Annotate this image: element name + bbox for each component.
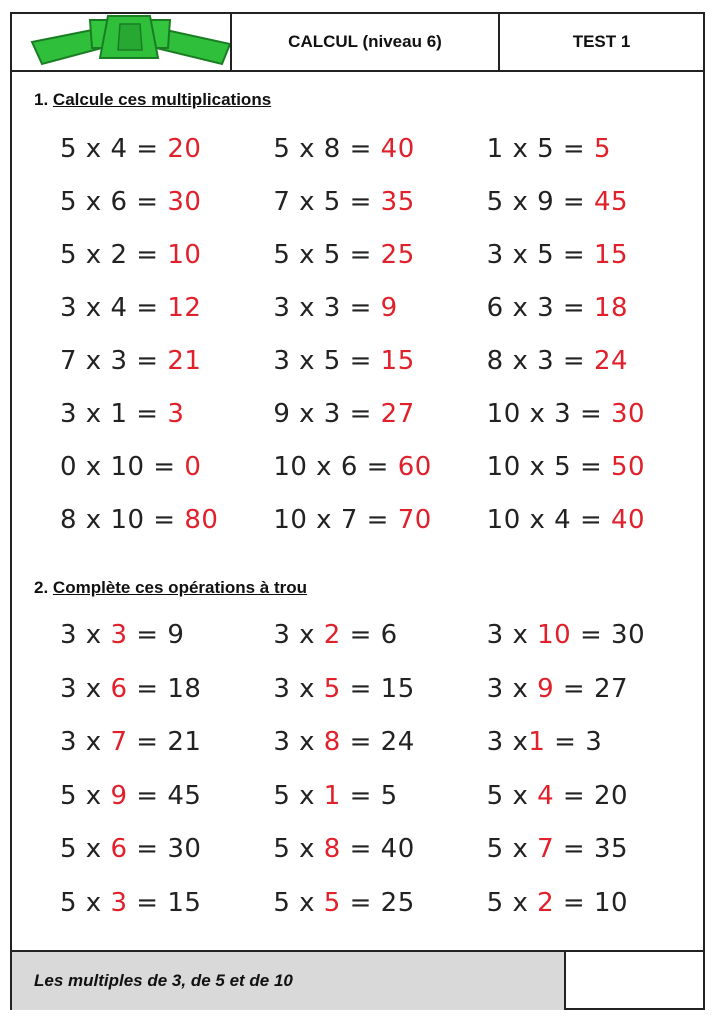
problem-text: 3 x 3 = <box>273 293 381 323</box>
problem-text: 10 x 7 = <box>273 505 398 535</box>
missing-factor-problem <box>60 781 273 835</box>
problem-text: 5 x 8 = <box>273 134 381 164</box>
worksheet-title: CALCUL (niveau 6) <box>230 14 500 70</box>
answer-text: 1 <box>323 780 341 811</box>
problem-text: 0 x 10 = <box>60 452 185 482</box>
problem-row <box>60 187 700 240</box>
problem-row <box>60 834 700 888</box>
missing-factor-problem <box>487 888 700 942</box>
answer-text: 24 <box>593 346 629 376</box>
answer-text: 8 <box>323 834 341 864</box>
problem-prefix: 3 x <box>486 620 538 650</box>
problem-suffix: = 3 <box>545 727 603 757</box>
problem-suffix: = 21 <box>127 727 202 757</box>
problem-text: 3 x 4 = <box>60 293 168 323</box>
problem-suffix: = 15 <box>127 887 202 918</box>
problem-text: 10 x 6 = <box>273 452 398 482</box>
problem-suffix: = 40 <box>340 834 415 864</box>
problem-suffix: = 20 <box>554 780 629 811</box>
problem-prefix: 3 x <box>273 620 324 650</box>
multiplication-problem <box>273 399 486 452</box>
problem-prefix: 3 x <box>273 673 324 704</box>
answer-text: 27 <box>380 399 415 429</box>
problem-text: 5 x 5 = <box>273 240 381 270</box>
missing-factor-problem <box>273 620 486 674</box>
multiplication-problem <box>487 240 700 293</box>
answer-text: 6 <box>110 673 128 704</box>
answer-text: 9 <box>110 780 128 811</box>
problem-prefix: 5 x <box>60 834 111 864</box>
problem-row <box>60 293 700 346</box>
multiplication-problem <box>487 452 700 505</box>
multiplication-problem <box>487 187 700 240</box>
missing-factor-problem <box>60 674 273 728</box>
problem-text: 3 x 5 = <box>486 240 594 270</box>
answer-text: 60 <box>397 452 432 482</box>
answer-text: 12 <box>167 293 202 323</box>
worksheet-frame <box>10 12 705 1010</box>
problem-prefix: 5 x <box>273 780 324 811</box>
multiplication-problem <box>487 399 700 452</box>
problem-text: 7 x 5 = <box>273 187 381 217</box>
section1-number: 1. <box>34 90 49 109</box>
missing-factor-problem <box>487 834 700 888</box>
answer-text: 7 <box>537 834 555 864</box>
problem-suffix: = 27 <box>554 673 629 704</box>
multiplication-problem <box>60 187 273 240</box>
problem-text: 10 x 5 = <box>486 452 612 482</box>
multiplication-problem <box>487 134 700 187</box>
answer-text: 15 <box>380 346 415 376</box>
answer-text: 4 <box>537 780 555 811</box>
answer-text: 9 <box>380 293 398 323</box>
problem-row <box>60 620 700 674</box>
missing-factor-problem <box>273 888 486 942</box>
problem-text: 8 x 10 = <box>60 505 185 535</box>
logo-cell <box>12 14 230 70</box>
answer-text: 0 <box>184 452 202 482</box>
multiplication-problem <box>60 293 273 346</box>
answer-text: 6 <box>110 834 128 864</box>
answer-text: 2 <box>323 620 341 650</box>
problem-suffix: = 30 <box>127 834 202 864</box>
missing-factor-problem <box>487 674 700 728</box>
problem-row <box>60 727 700 781</box>
multiplication-grid <box>60 134 700 558</box>
problem-prefix: 3 x <box>60 673 111 704</box>
footer-label: Les multiples de 3, de 5 et de 10 <box>12 952 566 1010</box>
multiplication-problem <box>273 134 486 187</box>
missing-factor-problem <box>273 834 486 888</box>
problem-prefix: 5 x <box>60 887 111 918</box>
answer-text: 40 <box>380 134 415 164</box>
multiplication-problem <box>273 187 486 240</box>
section2-title: Complète ces opérations à trou <box>52 578 308 597</box>
problem-row <box>60 346 700 399</box>
problem-suffix: = 5 <box>340 780 398 811</box>
problem-text: 1 x 5 = <box>486 134 594 164</box>
missing-factor-problem <box>273 781 486 835</box>
header <box>12 14 703 72</box>
answer-text: 18 <box>593 293 629 323</box>
problem-row <box>60 781 700 835</box>
problem-suffix: = 15 <box>340 673 415 704</box>
missing-factor-problem <box>273 727 486 781</box>
footer <box>12 950 703 1010</box>
answer-text: 20 <box>167 134 202 164</box>
answer-text: 25 <box>380 240 415 270</box>
problem-row <box>60 452 700 505</box>
multiplication-problem <box>60 240 273 293</box>
answer-text: 8 <box>323 727 341 757</box>
problem-row <box>60 134 700 187</box>
answer-text: 5 <box>323 887 341 918</box>
answer-text: 9 <box>537 673 555 704</box>
answer-text: 80 <box>184 505 219 535</box>
problem-prefix: 5 x <box>486 887 538 918</box>
problem-prefix: 5 x <box>273 887 324 918</box>
multiplication-problem <box>487 505 700 558</box>
problem-suffix: = 18 <box>127 673 202 704</box>
problem-text: 6 x 3 = <box>486 293 594 323</box>
multiplication-problem <box>60 452 273 505</box>
missing-factor-problem <box>60 727 273 781</box>
answer-text: 10 <box>167 240 202 270</box>
multiplication-problem <box>273 505 486 558</box>
multiplication-problem <box>273 346 486 399</box>
answer-text: 2 <box>537 887 555 918</box>
answer-text: 45 <box>593 187 629 217</box>
problem-text: 3 x 1 = <box>60 399 168 429</box>
problem-suffix: = 10 <box>554 887 629 918</box>
missing-factor-problem <box>273 674 486 728</box>
missing-factor-problem <box>60 834 273 888</box>
problem-suffix: = 35 <box>554 834 629 864</box>
missing-factor-problem <box>487 781 700 835</box>
answer-text: 3 <box>167 399 185 429</box>
missing-factor-problem <box>60 888 273 942</box>
problem-prefix: 3 x <box>273 727 324 757</box>
test-label: TEST 1 <box>572 32 631 51</box>
problem-text: 10 x 4 = <box>486 505 612 535</box>
problem-suffix: = 6 <box>340 620 398 650</box>
missing-factor-problem <box>487 727 700 781</box>
section1-title: Calcule ces multiplications <box>52 90 272 109</box>
multiplication-problem <box>487 346 700 399</box>
multiplication-problem <box>273 293 486 346</box>
answer-text: 30 <box>611 399 646 429</box>
score-box[interactable] <box>566 952 703 1010</box>
answer-text: 7 <box>110 727 128 757</box>
answer-text: 1 <box>528 727 546 757</box>
multiplication-problem <box>60 399 273 452</box>
problem-text: 3 x 5 = <box>273 346 381 376</box>
multiplication-problem <box>60 505 273 558</box>
section2-heading <box>34 578 307 598</box>
problem-prefix: 3 x <box>60 727 111 757</box>
problem-row <box>60 240 700 293</box>
answer-text: 5 <box>593 134 612 164</box>
problem-text: 10 x 3 = <box>486 399 612 429</box>
multiplication-problem <box>273 240 486 293</box>
problem-row <box>60 505 700 558</box>
missing-factor-problem <box>487 620 700 674</box>
section2-number: 2. <box>34 578 49 597</box>
problem-text: 5 x 2 = <box>60 240 168 270</box>
problem-row <box>60 674 700 728</box>
problem-text: 9 x 3 = <box>273 399 381 429</box>
problem-text: 7 x 3 = <box>60 346 168 376</box>
problem-prefix: 5 x <box>486 780 538 811</box>
answer-text: 5 <box>323 673 341 704</box>
missing-factor-grid <box>60 620 700 941</box>
problem-prefix: 3 x <box>486 727 529 757</box>
problem-text: 8 x 3 = <box>486 346 594 376</box>
green-belt-icon <box>30 14 230 70</box>
answer-text: 3 <box>110 620 128 650</box>
problem-text: 5 x 4 = <box>60 134 168 164</box>
problem-prefix: 3 x <box>60 620 111 650</box>
answer-text: 35 <box>380 187 415 217</box>
multiplication-problem <box>60 134 273 187</box>
problem-row <box>60 399 700 452</box>
problem-prefix: 5 x <box>60 780 111 811</box>
problem-suffix: = 30 <box>571 620 646 650</box>
answer-text: 30 <box>167 187 202 217</box>
problem-text: 5 x 9 = <box>486 187 594 217</box>
problem-text: 5 x 6 = <box>60 187 168 217</box>
multiplication-problem <box>60 346 273 399</box>
problem-suffix: = 9 <box>127 620 185 650</box>
missing-factor-problem <box>60 620 273 674</box>
answer-text: 21 <box>167 346 202 376</box>
problem-suffix: = 25 <box>340 887 415 918</box>
answer-text: 15 <box>593 240 629 270</box>
section1-heading <box>34 90 271 110</box>
answer-text: 3 <box>110 887 128 918</box>
problem-row <box>60 888 700 942</box>
problem-prefix: 5 x <box>486 834 538 864</box>
answer-text: 50 <box>611 452 646 482</box>
answer-text: 70 <box>397 505 432 535</box>
problem-prefix: 5 x <box>273 834 324 864</box>
problem-suffix: = 24 <box>340 727 415 757</box>
multiplication-problem <box>273 452 486 505</box>
problem-prefix: 3 x <box>486 673 538 704</box>
problem-suffix: = 45 <box>127 780 202 811</box>
answer-text: 10 <box>537 620 572 650</box>
answer-text: 40 <box>611 505 646 535</box>
multiplication-problem <box>487 293 700 346</box>
